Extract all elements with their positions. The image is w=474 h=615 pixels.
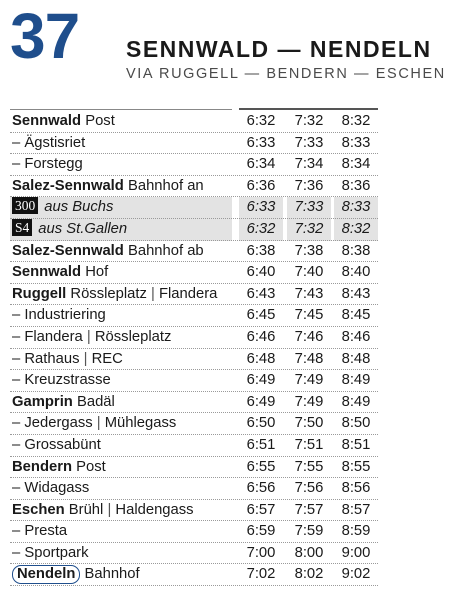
timetable-top-rule xyxy=(10,108,378,110)
terminus-name: Nendeln xyxy=(12,565,80,584)
departure-time: 8:02 xyxy=(294,566,324,583)
departure-time: 8:32 xyxy=(334,219,378,241)
stop-name-cell xyxy=(10,327,232,349)
place-name: Salez-Sennwald xyxy=(12,177,124,194)
departure-time: 8:51 xyxy=(341,436,371,453)
stop-name: Hof xyxy=(85,264,109,281)
stop-name: Badäl xyxy=(76,393,115,410)
stop-name-cell xyxy=(10,133,232,155)
stop-name: Industriering xyxy=(24,307,106,324)
line-badge: S4 xyxy=(12,219,32,236)
departure-time: 6:38 xyxy=(246,242,276,259)
route-number: 37 xyxy=(10,0,80,72)
stop-name: Post xyxy=(76,458,106,475)
departure-time: 8:49 xyxy=(341,393,371,410)
departure-time: 7:55 xyxy=(294,458,324,475)
departure-time: 7:33 xyxy=(294,134,324,151)
departure-time: 7:33 xyxy=(287,197,331,219)
timetable-row xyxy=(10,543,378,565)
departure-time: 7:56 xyxy=(294,480,324,497)
departure-time: 8:38 xyxy=(341,242,371,259)
timetable-row xyxy=(10,392,378,414)
stop-name: Brühl xyxy=(68,501,104,518)
departure-time: 8:56 xyxy=(341,480,371,497)
timetable-row xyxy=(10,176,378,198)
departure-time: 6:32 xyxy=(239,219,283,241)
departure-time: 6:32 xyxy=(246,113,276,129)
departure-time: 8:33 xyxy=(334,197,378,219)
departure-time: 7:51 xyxy=(294,436,324,453)
timetable-row xyxy=(10,478,378,500)
stop-name-cell xyxy=(10,219,232,241)
indent-dash: – xyxy=(12,436,21,453)
stop-name-secondary: Rössleplatz xyxy=(94,328,172,345)
stop-name-cell xyxy=(10,241,232,263)
departure-time: 7:34 xyxy=(294,156,324,173)
departure-time: 7:49 xyxy=(294,393,324,410)
departure-time: 6:46 xyxy=(246,328,276,345)
departure-time: 7:50 xyxy=(294,415,324,432)
stop-separator: | xyxy=(86,328,91,345)
stop-separator: | xyxy=(96,415,101,432)
timetable-row xyxy=(10,262,378,284)
stop-name-secondary: Flandera xyxy=(158,285,218,302)
timetable-row xyxy=(10,219,378,241)
route-via: VIA RUGGELL — BENDERN — ESCHEN xyxy=(126,66,446,82)
departure-time: 6:49 xyxy=(246,393,276,410)
place-name: Sennwald xyxy=(12,113,82,129)
indent-dash: – xyxy=(12,372,21,389)
departure-time: 6:49 xyxy=(246,372,276,389)
timetable-row xyxy=(10,327,378,349)
departure-time: 7:59 xyxy=(294,523,324,540)
departure-time: 6:55 xyxy=(246,458,276,475)
stop-separator: | xyxy=(83,350,88,367)
departure-time: 8:33 xyxy=(341,134,371,151)
stop-name: Grossabünt xyxy=(24,436,101,453)
departure-time: 8:49 xyxy=(341,372,371,389)
timetable-row xyxy=(10,197,378,219)
stop-name: Post xyxy=(85,113,115,129)
departure-time: 6:56 xyxy=(246,480,276,497)
indent-dash: – xyxy=(12,480,21,497)
departure-time: 8:55 xyxy=(341,458,371,475)
place-name: Salez-Sennwald xyxy=(12,242,124,259)
stop-name-secondary: Haldengass xyxy=(115,501,194,518)
departure-time: 6:45 xyxy=(246,307,276,324)
route-title: SENNWALD — NENDELN xyxy=(126,36,432,62)
stop-name-cell xyxy=(10,500,232,522)
departure-time: 8:40 xyxy=(341,264,371,281)
stop-separator: | xyxy=(107,501,112,518)
timetable-row xyxy=(10,370,378,392)
departure-time: 8:48 xyxy=(341,350,371,367)
departure-time: 9:00 xyxy=(341,544,371,561)
departure-time: 8:43 xyxy=(341,285,371,302)
stop-name: Rössleplatz xyxy=(70,285,147,302)
stop-name-cell xyxy=(10,521,232,543)
departure-time: 8:00 xyxy=(294,544,324,561)
stop-name: Flandera xyxy=(24,328,83,345)
indent-dash: – xyxy=(12,415,21,432)
timetable-row xyxy=(10,349,378,371)
timetable-row xyxy=(10,133,378,155)
departure-time: 7:57 xyxy=(294,501,324,518)
stop-name-cell xyxy=(10,349,232,371)
stop-separator: | xyxy=(151,285,155,302)
indent-dash: – xyxy=(12,156,21,173)
stop-name-cell xyxy=(10,154,232,176)
departure-time: 6:50 xyxy=(246,415,276,432)
stop-name: Bahnhof xyxy=(84,566,140,583)
timetable-row xyxy=(10,413,378,435)
timetable-row xyxy=(10,154,378,176)
stop-name: Ägstisriet xyxy=(24,134,86,151)
departure-time: 7:43 xyxy=(294,285,324,302)
stop-name-secondary: Mühlegass xyxy=(104,415,177,432)
connection-note: aus St.Gallen xyxy=(38,220,128,237)
departure-time: 6:33 xyxy=(239,197,283,219)
departure-time: 6:43 xyxy=(246,285,276,302)
stop-name-cell xyxy=(10,413,232,435)
stop-name-cell xyxy=(10,176,232,198)
departure-time: 8:45 xyxy=(341,307,371,324)
stop-name-cell xyxy=(10,392,232,414)
departure-time: 8:36 xyxy=(341,177,371,194)
indent-dash: – xyxy=(12,307,21,324)
timetable-row xyxy=(10,521,378,543)
departure-time: 7:40 xyxy=(294,264,324,281)
departure-time: 8:34 xyxy=(341,156,371,173)
timetable-row xyxy=(10,500,378,522)
departure-time: 7:00 xyxy=(246,544,276,561)
stop-name-cell xyxy=(10,284,232,306)
timetable-row xyxy=(10,457,378,479)
indent-dash: – xyxy=(12,523,21,540)
departure-time: 6:51 xyxy=(246,436,276,453)
place-name: Gamprin xyxy=(12,393,73,410)
stop-name: Bahnhof an xyxy=(127,177,204,194)
place-name: Bendern xyxy=(12,458,73,475)
timetable-row xyxy=(10,111,378,133)
departure-time: 8:57 xyxy=(341,501,371,518)
stop-name-cell xyxy=(10,111,232,133)
stop-name: Jedergass xyxy=(24,415,93,432)
departure-time: 7:48 xyxy=(294,350,324,367)
place-name: Sennwald xyxy=(12,264,82,281)
stop-name-cell xyxy=(10,457,232,479)
departure-time: 6:34 xyxy=(246,156,276,173)
stop-name-cell xyxy=(10,262,232,284)
stop-name: Presta xyxy=(24,523,68,540)
departure-time: 7:38 xyxy=(294,242,324,259)
stop-name-cell xyxy=(10,370,232,392)
stop-name-cell xyxy=(10,543,232,565)
departure-time: 8:50 xyxy=(341,415,371,432)
place-name: Eschen xyxy=(12,501,65,518)
indent-dash: – xyxy=(12,350,21,367)
stop-name: Rathaus xyxy=(24,350,80,367)
indent-dash: – xyxy=(12,544,21,561)
line-badge: 300 xyxy=(12,197,38,214)
indent-dash: – xyxy=(12,134,21,151)
departure-time: 7:36 xyxy=(294,177,324,194)
timetable-row xyxy=(10,241,378,263)
departure-time: 7:45 xyxy=(294,307,324,324)
departure-time: 6:36 xyxy=(246,177,276,194)
timetable-row xyxy=(10,305,378,327)
departure-time: 6:40 xyxy=(246,264,276,281)
timetable-rows xyxy=(10,111,378,586)
departure-time: 7:02 xyxy=(246,566,276,583)
timetable-row xyxy=(10,435,378,457)
connection-note: aus Buchs xyxy=(44,199,114,216)
stop-name-cell xyxy=(10,478,232,500)
stop-name: Widagass xyxy=(24,480,90,497)
stop-name-cell xyxy=(10,305,232,327)
stop-name-cell xyxy=(10,564,232,586)
departure-time: 7:49 xyxy=(294,372,324,389)
departure-time: 6:59 xyxy=(246,523,276,540)
stop-name-cell xyxy=(10,197,232,219)
departure-time: 7:32 xyxy=(294,113,324,129)
timetable-row xyxy=(10,284,378,306)
timetable-row xyxy=(10,564,378,586)
departure-time: 8:46 xyxy=(341,328,371,345)
stop-name: Kreuzstrasse xyxy=(24,372,111,389)
place-name: Ruggell xyxy=(12,285,67,302)
stop-name: Bahnhof ab xyxy=(127,242,204,259)
stop-name-cell xyxy=(10,435,232,457)
departure-time: 6:57 xyxy=(246,501,276,518)
departure-time: 7:46 xyxy=(294,328,324,345)
departure-time: 8:32 xyxy=(341,113,371,129)
departure-time: 7:32 xyxy=(287,219,331,241)
stop-name-secondary: REC xyxy=(91,350,123,367)
stop-name: Forstegg xyxy=(24,156,83,173)
departure-time: 8:59 xyxy=(341,523,371,540)
indent-dash: – xyxy=(12,328,21,345)
stop-name: Sportpark xyxy=(24,544,89,561)
departure-time: 9:02 xyxy=(341,566,371,583)
departure-time: 6:33 xyxy=(246,134,276,151)
departure-time: 6:48 xyxy=(246,350,276,367)
